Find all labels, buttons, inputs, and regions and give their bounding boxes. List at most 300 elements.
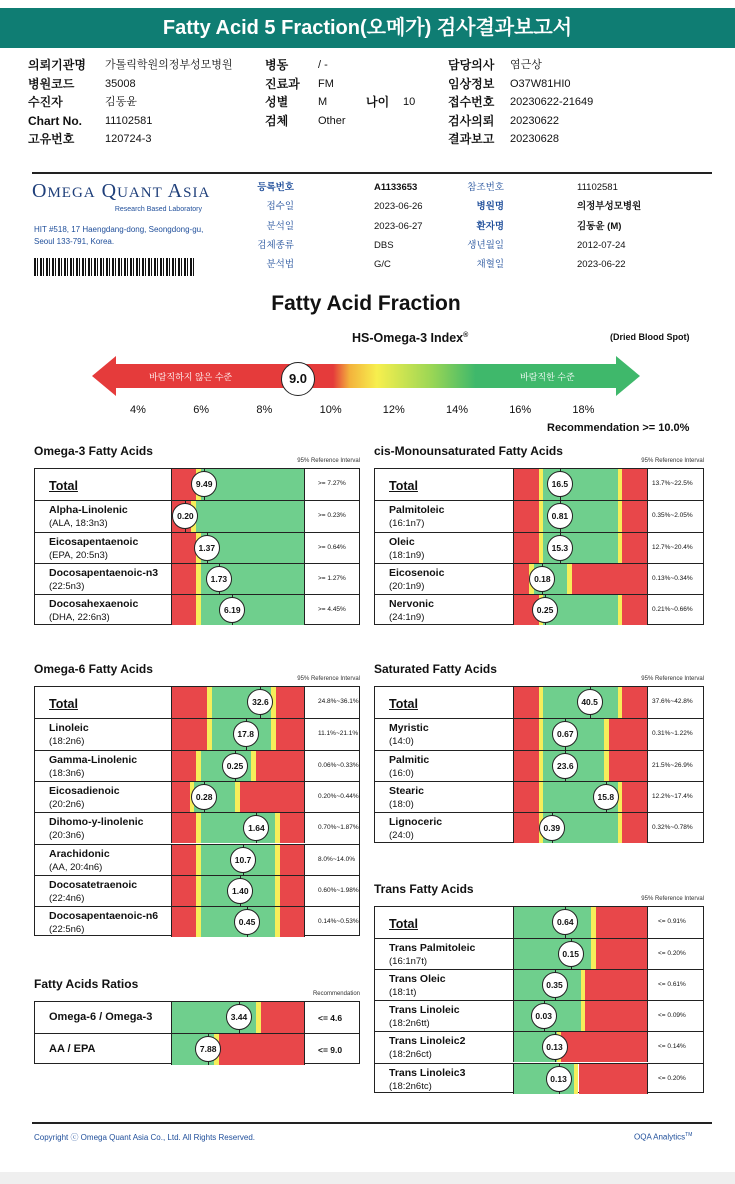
row-name: [389, 785, 424, 811]
bar-segment: [514, 469, 539, 500]
row-sublabel: (18:2n6ct): [389, 1049, 432, 1061]
bar-segment: [514, 533, 539, 563]
info-value: 10: [403, 96, 416, 108]
value-bubble: 23.6: [552, 753, 578, 779]
row-label: Palmitoleic: [389, 504, 445, 517]
meta-label: 검체종류: [257, 239, 294, 251]
lab-block: [32, 180, 211, 246]
row-sublabel: (18:3n6): [49, 767, 85, 779]
row-name: [389, 504, 444, 530]
value-bubble: 16.5: [547, 471, 573, 497]
value-bubble: 0.13: [546, 1066, 572, 1092]
row-sublabel: (DHA, 22:6n3): [49, 612, 110, 624]
bar-segment: [261, 1002, 304, 1033]
row-label: Nervonic: [389, 598, 434, 611]
meta-label: 생년월일: [467, 239, 504, 251]
section-table: [374, 906, 704, 1093]
table-row: [35, 594, 359, 625]
reference-range: >= 1.27%: [318, 575, 346, 583]
index-value-bubble: 9.0: [281, 362, 315, 396]
table-row: [375, 1000, 703, 1031]
bar-segment: [622, 687, 647, 718]
bar-segment: [596, 907, 647, 938]
row-name: [389, 1067, 465, 1093]
range-bar: [513, 501, 648, 531]
reference-range: >= 7.27%: [318, 480, 346, 488]
lab-logo: OMEGA QUANT ASIA: [32, 180, 211, 202]
table-row: [375, 532, 703, 563]
bar-segment: [172, 876, 196, 906]
value-bubble: 1.40: [227, 878, 253, 904]
row-sublabel: (ALA, 18:3n3): [49, 518, 108, 530]
bar-segment: [276, 719, 304, 749]
meta-value: 2012-07-24: [577, 239, 626, 251]
bar-segment: [514, 687, 539, 718]
range-bar: [513, 782, 648, 812]
reference-interval-label: 95% Reference Interval: [641, 676, 704, 682]
row-name: [49, 785, 120, 811]
bar-segment: [622, 813, 647, 843]
meta-value: 김동윤 (M): [577, 220, 622, 232]
bar-segment: [219, 1034, 304, 1064]
range-bar: [513, 595, 648, 625]
bar-segment: [561, 1032, 647, 1062]
bar-segment: [585, 970, 647, 1000]
row-label: Docosahexaenoic: [49, 598, 139, 611]
info-value: 11102581: [105, 114, 153, 127]
range-bar: [171, 1002, 305, 1033]
range-bar: [513, 1032, 648, 1062]
meta-value: DBS: [374, 239, 394, 251]
meta-label: 접수일: [266, 201, 294, 213]
info-label: 검체: [265, 113, 289, 128]
info-label: 나이: [366, 95, 390, 109]
reference-range: 37.6%~42.8%: [652, 698, 693, 706]
section-table: [34, 468, 360, 625]
info-label: 진료과: [265, 76, 300, 91]
row-sublabel: (18:2n6tt): [389, 1018, 430, 1030]
table-row: [375, 1063, 703, 1094]
row-name: [49, 848, 110, 874]
reference-range: >= 4.45%: [318, 606, 346, 614]
info-value: 35008: [105, 77, 136, 90]
value-bubble: 0.25: [222, 753, 248, 779]
reference-interval-label: 95% Reference Interval: [297, 458, 360, 464]
info-value: FM: [318, 77, 334, 90]
row-name: [389, 918, 418, 931]
bar-segment: [280, 876, 304, 906]
reference-interval-label: Recommendation: [312, 991, 360, 997]
row-sublabel: (14:0): [389, 736, 414, 748]
info-value: 20230622-21649: [510, 96, 594, 108]
info-value: 20230628: [510, 133, 559, 145]
table-row: [35, 781, 359, 812]
info-value: 120724-3: [105, 133, 152, 145]
row-name: [49, 1011, 152, 1024]
value-bubble: 0.39: [539, 815, 565, 841]
range-bar: [171, 595, 305, 625]
reference-range: 0.70%~1.87%: [318, 824, 359, 832]
table-row: [375, 907, 703, 938]
info-value: 염근상: [510, 59, 542, 71]
reference-range: <= 0.20%: [658, 1074, 686, 1082]
table-row: [375, 1031, 703, 1062]
index-tick: 10%: [319, 404, 342, 416]
recommendation: Recommendation >= 10.0%: [547, 422, 690, 434]
index-tick: 8%: [256, 404, 273, 416]
range-bar: [171, 469, 305, 500]
row-name: [389, 1035, 465, 1061]
info-label: 접수번호: [448, 95, 495, 109]
row-sublabel: (20:1n9): [389, 580, 425, 592]
reference-range: <= 4.6: [318, 1013, 343, 1024]
row-name: [49, 536, 138, 562]
section-table: [34, 1001, 360, 1064]
range-bar: [171, 1034, 305, 1064]
bottom-rule: [32, 1122, 712, 1124]
desirable-label: 바람직한 수준: [520, 372, 575, 382]
row-label: Docosapentaenoic-n6: [49, 910, 159, 923]
range-bar: [513, 1001, 648, 1031]
table-row: [35, 500, 359, 531]
table-row: [35, 812, 359, 843]
row-name: [389, 754, 429, 780]
row-label: Total: [389, 917, 418, 931]
lab-tagline: Research Based Laboratory: [114, 206, 202, 213]
row-name: [49, 504, 128, 530]
table-row: [35, 532, 359, 563]
bar-segment: [514, 782, 539, 812]
row-name: [389, 567, 444, 593]
info-label: 의뢰기관명: [28, 58, 86, 72]
index-tick: 6%: [193, 404, 210, 416]
row-label: Eicosapentaenoic: [49, 535, 139, 548]
value-bubble: 0.67: [552, 721, 578, 747]
value-bubble: 0.15: [558, 941, 584, 967]
section-title: cis-Monounsaturated Fatty Acids: [374, 444, 563, 458]
section-title: Omega-6 Fatty Acids: [34, 662, 153, 676]
reference-range: 0.60%~1.98%: [318, 886, 359, 894]
bar-segment: [622, 501, 647, 531]
row-sublabel: (18:2n6tc): [389, 1080, 432, 1092]
reference-range: >= 0.64%: [318, 543, 346, 551]
reference-range: 12.2%~17.4%: [652, 793, 693, 801]
row-sublabel: (20:2n6): [49, 798, 85, 810]
row-label: Lignoceric: [389, 816, 443, 829]
row-name: [389, 722, 429, 748]
bar-segment: [572, 564, 647, 594]
range-bar: [513, 1064, 648, 1094]
reference-range: 13.7%~22.5%: [652, 480, 693, 488]
range-bar: [513, 469, 648, 500]
row-label: Eicosadienoic: [49, 784, 120, 797]
bar-segment: [585, 1001, 647, 1031]
row-sublabel: (EPA, 20:5n3): [49, 549, 108, 561]
row-name: [389, 942, 475, 968]
table-row: [375, 469, 703, 500]
row-sublabel: (AA, 20:4n6): [49, 861, 103, 873]
table-row: [35, 844, 359, 875]
reference-range: 0.06%~0.33%: [318, 761, 359, 769]
reference-range: 24.8%~36.1%: [318, 698, 359, 706]
meta-label: 등록번호: [257, 182, 294, 193]
value-bubble: 6.19: [219, 597, 245, 623]
bar-segment: [276, 687, 304, 718]
range-bar: [171, 782, 305, 812]
value-bubble: 7.88: [195, 1036, 221, 1062]
section-table: [374, 468, 704, 625]
section-title: Omega-3 Fatty Acids: [34, 444, 153, 458]
meta-value: 2023-06-26: [374, 201, 423, 213]
top-rule: [32, 172, 712, 174]
bar-segment: [172, 595, 196, 625]
meta-value: 11102581: [577, 182, 618, 193]
info-value: 김동윤: [105, 96, 137, 108]
bar-segment: [172, 687, 207, 718]
row-name: [389, 480, 418, 493]
bar-segment: [514, 751, 539, 781]
row-sublabel: (22:5n6): [49, 924, 85, 936]
table-row: [375, 781, 703, 812]
meta-value: A1133653: [374, 182, 418, 193]
value-bubble: 1.73: [206, 566, 232, 592]
index-tick: 4%: [130, 404, 146, 416]
row-sublabel: (20:3n6): [49, 830, 85, 842]
table-row: [375, 500, 703, 531]
info-value: 가톨릭학원의정부성모병원: [105, 59, 233, 71]
table-row: [375, 812, 703, 843]
row-sublabel: (16:1n7): [389, 518, 425, 530]
index-tick: 18%: [572, 404, 595, 416]
value-bubble: 32.6: [247, 689, 273, 715]
info-label: 결과보고: [448, 132, 495, 146]
row-name: [49, 816, 144, 842]
info-value: 20230622: [510, 114, 559, 127]
range-bar: [171, 845, 305, 875]
reference-range: 11.1%~21.1%: [318, 730, 359, 738]
range-bar: [513, 719, 648, 749]
row-label: Oleic: [389, 535, 415, 548]
value-bubble: 9.49: [191, 471, 217, 497]
range-bar: [171, 907, 305, 937]
value-bubble: 0.81: [547, 503, 573, 529]
row-name: [49, 480, 78, 493]
row-label: Dihomo-y-linolenic: [49, 816, 144, 829]
report-body: [22, 172, 710, 1152]
bar-segment: [172, 782, 190, 812]
row-name: [49, 1043, 95, 1056]
row-label: Omega-6 / Omega-3: [49, 1011, 153, 1023]
index-tick: 14%: [446, 404, 469, 416]
undesirable-label: 바람직하지 않은 수준: [149, 372, 233, 382]
bar-segment: [514, 501, 539, 531]
value-bubble: 1.64: [243, 815, 269, 841]
value-bubble: 0.28: [191, 784, 217, 810]
row-name: [389, 816, 442, 842]
info-value: / -: [318, 59, 328, 71]
value-bubble: 0.18: [529, 566, 555, 592]
row-sublabel: (22:5n3): [49, 580, 85, 592]
row-name: [49, 722, 89, 748]
row-sublabel: (16:0): [389, 767, 414, 779]
table-row: [35, 875, 359, 906]
row-name: [389, 973, 446, 999]
table-row: [375, 594, 703, 625]
info-label: Chart No.: [28, 113, 82, 128]
index-tick: 12%: [382, 404, 405, 416]
value-bubble: 0.64: [552, 909, 578, 935]
copyright: Copyright ⓒ Omega Quant Asia Co., Ltd. All Rights Reserved.: [34, 1133, 255, 1142]
meta-value: 2023-06-22: [577, 259, 626, 271]
row-name: [49, 598, 138, 624]
bar-segment: [579, 1064, 647, 1094]
value-bubble: 1.37: [194, 535, 220, 561]
bar-segment: [172, 907, 196, 937]
info-label: 임상정보: [448, 76, 495, 91]
range-bar: [513, 970, 648, 1000]
bar-segment: [172, 564, 196, 594]
value-bubble: 0.35: [542, 972, 568, 998]
value-bubble: 40.5: [577, 689, 603, 715]
bar-segment: [514, 813, 539, 843]
row-name: [49, 567, 158, 593]
row-label: Alpha-Linolenic: [49, 504, 128, 517]
row-label: Stearic: [389, 784, 425, 797]
meta-label: 채혈일: [476, 259, 504, 271]
bar-segment: [256, 751, 304, 781]
section-title: Saturated Fatty Acids: [374, 662, 497, 676]
table-row: [35, 1002, 359, 1033]
value-bubble: 15.8: [593, 784, 619, 810]
bar-segment: [514, 719, 539, 749]
row-name: [389, 1004, 460, 1030]
table-row: [35, 563, 359, 594]
row-label: Trans Linoleic: [389, 1004, 460, 1017]
value-bubble: 0.20: [172, 503, 198, 529]
info-label: 병동: [265, 58, 289, 72]
brand: OQA Analytics™: [634, 1132, 693, 1142]
table-row: [35, 687, 359, 718]
row-name: [49, 910, 158, 936]
barcode: [34, 258, 194, 276]
reference-range: 0.32%~0.78%: [652, 824, 693, 832]
bar-segment: [280, 845, 304, 875]
range-bar: [171, 719, 305, 749]
row-sublabel: (16:1n7t): [389, 956, 428, 968]
bar-segment: [596, 939, 647, 969]
row-label: Arachidonic: [49, 847, 110, 860]
meta-label: 환자명: [476, 220, 504, 232]
row-sublabel: (18:0): [389, 798, 414, 810]
row-label: Total: [389, 697, 418, 711]
info-label: 검사의뢰: [448, 113, 495, 128]
bar-segment: [172, 751, 196, 781]
row-label: Trans Oleic: [389, 973, 446, 986]
reference-range: 12.7%~20.4%: [652, 543, 693, 551]
section-table: [374, 686, 704, 843]
range-bar: [513, 813, 648, 843]
meta-label: 분석법: [266, 259, 294, 271]
value-bubble: 17.8: [233, 721, 259, 747]
reference-range: >= 0.23%: [318, 512, 346, 520]
bar-segment: [622, 469, 647, 500]
table-row: [375, 969, 703, 1000]
meta-label: 병원명: [476, 201, 504, 213]
report-title: Fatty Acid 5 Fraction(오메가) 검사결과보고서: [0, 8, 735, 48]
bar-segment: [280, 813, 304, 843]
value-bubble: 0.03: [531, 1003, 557, 1029]
reference-range: <= 0.14%: [658, 1043, 686, 1051]
bar-segment: [514, 564, 529, 594]
row-label: Docosapentaenoic-n3: [49, 566, 159, 579]
section-table: [34, 686, 360, 936]
table-row: [375, 687, 703, 718]
reference-range: 0.21%~0.66%: [652, 606, 693, 614]
reference-range: 21.5%~26.9%: [652, 761, 693, 769]
value-bubble: 3.44: [226, 1004, 252, 1030]
reference-range: 0.35%~2.05%: [652, 512, 693, 520]
index-tick: 16%: [509, 404, 532, 416]
row-sublabel: (22:4n6): [49, 892, 85, 904]
row-name: [49, 698, 78, 711]
bar-segment: [172, 719, 207, 749]
value-bubble: 0.45: [234, 909, 260, 935]
row-label: Total: [49, 479, 78, 493]
range-bar: [513, 533, 648, 563]
value-bubble: 0.13: [542, 1034, 568, 1060]
info-value: Other: [318, 114, 346, 127]
bar-segment: [201, 595, 304, 625]
info-label: 병원코드: [28, 76, 75, 91]
info-value: M: [318, 96, 328, 108]
table-row: [35, 718, 359, 749]
row-label: Trans Palmitoleic: [389, 942, 476, 955]
meta-label: 분석일: [266, 220, 294, 232]
reference-range: 8.0%~14.0%: [318, 855, 356, 863]
bar-segment: [280, 907, 304, 937]
bar-segment: [172, 845, 196, 875]
meta-value: G/C: [374, 259, 391, 271]
info-value: O37W81HI0: [510, 77, 571, 90]
range-bar: [171, 501, 305, 531]
range-bar: [171, 876, 305, 906]
bar-segment: [240, 782, 304, 812]
row-name: [389, 698, 418, 711]
row-sublabel: (24:1n9): [389, 612, 425, 624]
row-name: [49, 879, 137, 905]
row-label: Docosatetraenoic: [49, 878, 138, 891]
reference-range: <= 0.61%: [658, 981, 686, 989]
table-row: [375, 938, 703, 969]
lab-address: HIT #518, 17 Haengdang-dong, Seongdong-gu, Seoul 133-791, Korea.: [34, 225, 204, 246]
row-sublabel: (18:1t): [389, 987, 417, 999]
reference-range: 0.31%~1.22%: [652, 730, 693, 738]
range-bar: [513, 751, 648, 781]
range-bar: [513, 687, 648, 718]
sample-type: (Dried Blood Spot): [610, 332, 690, 342]
row-label: AA / EPA: [49, 1043, 96, 1056]
range-bar: [513, 939, 648, 969]
bar-segment: [622, 533, 647, 563]
range-bar: [171, 813, 305, 843]
row-label: Palmitic: [389, 753, 430, 766]
section-title: Trans Fatty Acids: [374, 882, 474, 896]
info-label: 담당의사: [448, 58, 495, 72]
reference-range: <= 0.91%: [658, 918, 686, 926]
reference-range: 0.14%~0.53%: [318, 918, 359, 926]
row-label: Gamma-Linolenic: [49, 753, 138, 766]
bar-segment: [609, 719, 647, 749]
